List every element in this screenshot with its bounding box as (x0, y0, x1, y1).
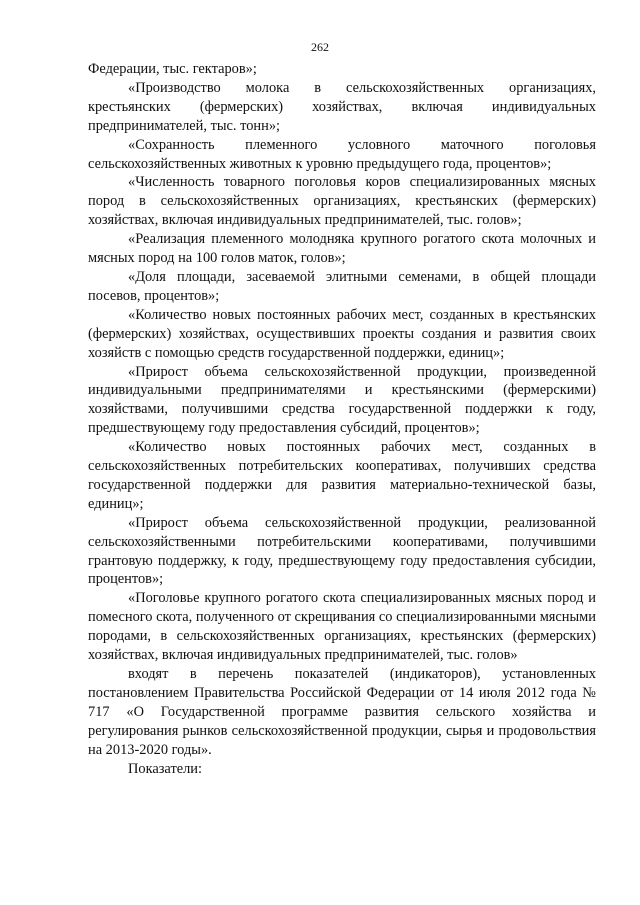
paragraph: Показатели: (128, 760, 203, 777)
paragraph: «Количество новых постоянных рабочих мест, созданных в сельскохозяйственных потребительских кооперативах, получивших средства государственной поддержки для развития материально-технической базы, единиц»; (88, 439, 596, 512)
paragraph: «Численность товарного поголовья коров специализированных мясных пород в сельскохозяйственных организациях, крестьянских (фермерских) хозяйствах, включая индивидуальных предпринимателей, тыс. голов»; (88, 174, 596, 229)
document-body (88, 60, 596, 778)
paragraph: «Количество новых постоянных рабочих мест, созданных в крестьянских (фермерских) хозяйствах, осуществивших проекты создания и развития своих хозяйств с помощью средств государственной поддержки, единиц»; (88, 306, 596, 361)
paragraph: «Прирост объема сельскохозяйственной продукции, произведенной индивидуальными предпринимателями и крестьянскими (фермерскими) хозяйствами, получившими средства государственной поддержки к году, предшествующему году предоставления субсидий, процентов»; (88, 363, 596, 437)
paragraph: «Прирост объема сельскохозяйственной продукции, реализованной сельскохозяйственными потребительскими кооперативами, получившими грантовую поддержку, к году, предшествующему году предоставления субсидии, процентов»; (88, 514, 596, 588)
paragraph: «Поголовье крупного рогатого скота специализированных мясных пород и помесного скота, полученного от скрещивания со специализированными мясными породами, в сельскохозяйственных организациях, крестьянских (фермерских) хозяйствах, включая индивидуальных предпринимателей, тыс. голов» (88, 590, 596, 664)
paragraph: Федерации, тыс. гектаров»; (88, 61, 257, 77)
paragraph: входят в перечень показателей (индикаторов), установленных постановлением Правительства Российской Федерации от 14 июля 2012 года № 717 «О Государственной программе развития сельского хозяйства и регулирования рынков сельскохозяйственной продукции, сырья и продовольствия на 2013-2020 годы». (88, 666, 596, 758)
paragraph: «Реализация племенного молодняка крупного рогатого скота молочных и мясных пород на 100 голов маток, голов»; (88, 231, 596, 267)
paragraph: «Производство молока в сельскохозяйственных организациях, крестьянских (фермерских) хозяйствах, включая индивидуальных предпринимателей, тыс. тонн»; (88, 79, 596, 134)
paragraph: «Сохранность племенного условного маточного поголовья сельскохозяйственных животных к уровню предыдущего года, процентов»; (88, 136, 596, 172)
page-number: 262 (311, 40, 329, 54)
paragraph: «Доля площади, засеваемой элитными семенами, в общей площади посевов, процентов»; (88, 268, 596, 304)
